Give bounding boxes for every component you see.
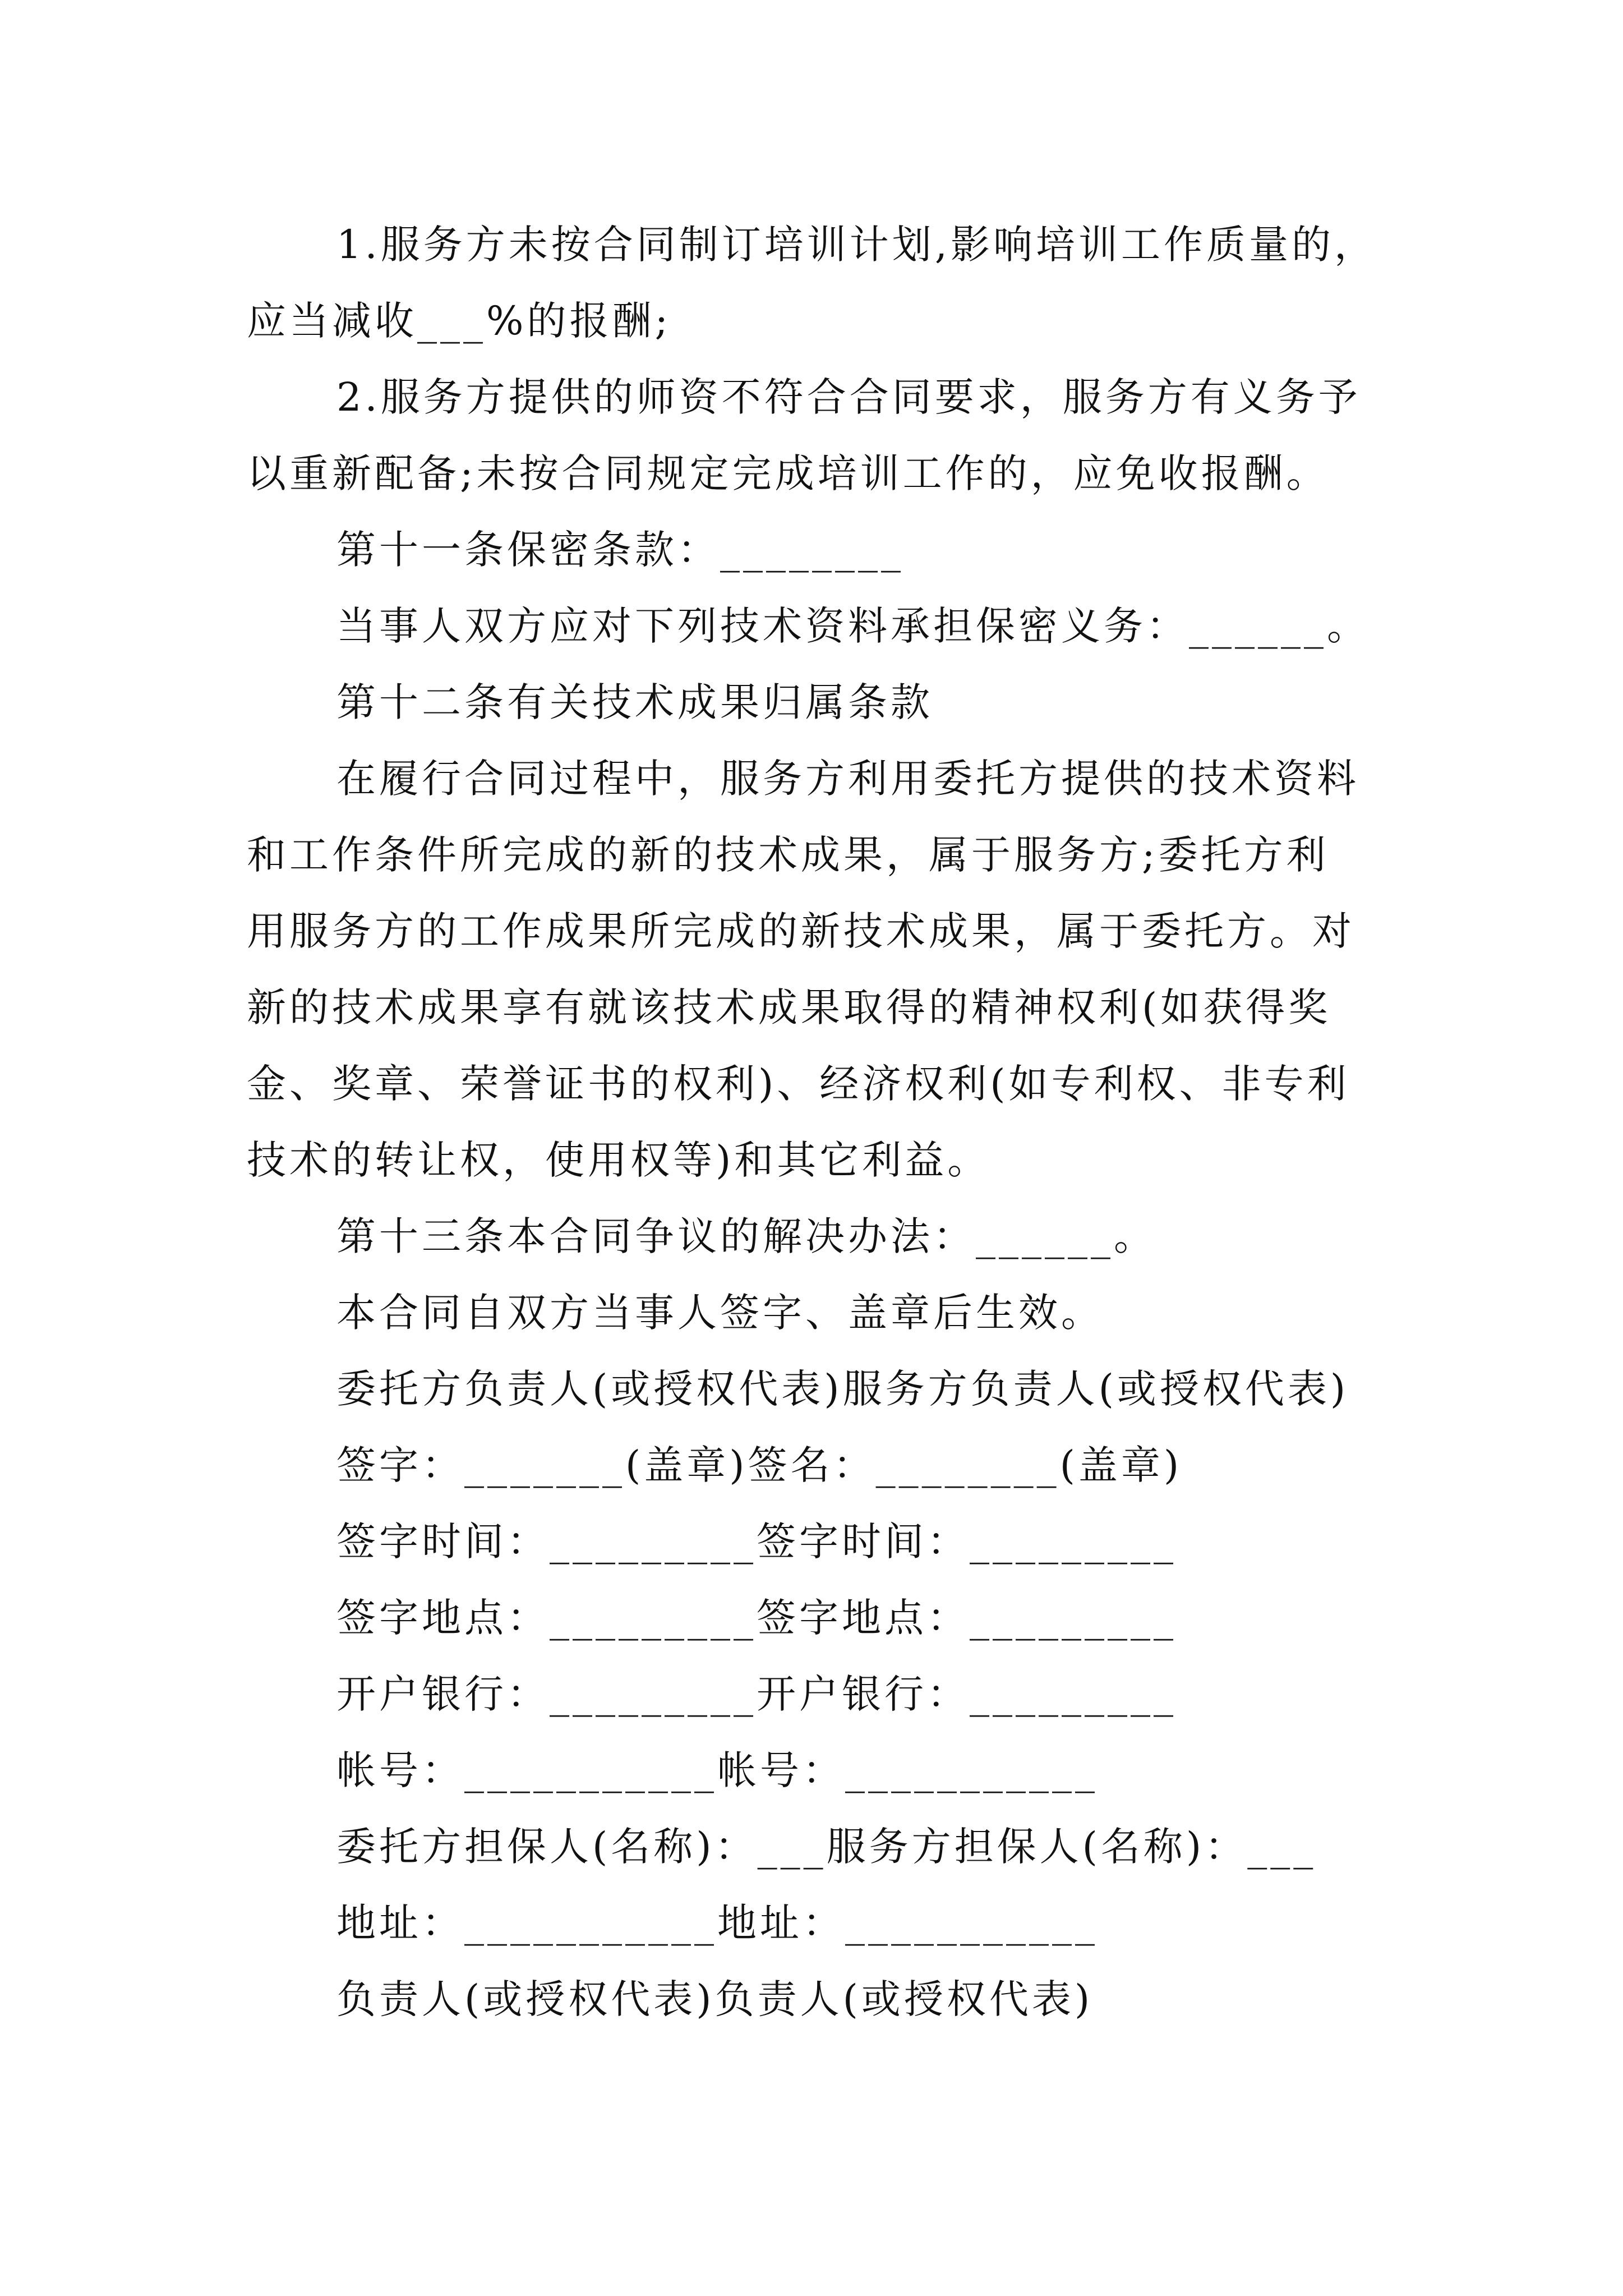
text-line-15: 本合同自双方当事人签字、盖章后生效。 bbox=[336, 1290, 1104, 1336]
text-line-19: 签字地点：_________签字地点：_________ bbox=[336, 1595, 1177, 1641]
text-line-17: 签字：_______(盖章)签名：________(盖章) bbox=[336, 1442, 1183, 1488]
text-line-22: 委托方担保人(名称)：___服务方担保人(名称)：___ bbox=[336, 1824, 1317, 1870]
text-line-1: 1.服务方未按合同制订培训计划,影响培训工作质量的， bbox=[336, 222, 1377, 268]
text-line-18: 签字时间：_________签字时间：_________ bbox=[336, 1519, 1177, 1565]
text-line-3: 2.服务方提供的师资不符合合同要求，服务方有义务予 bbox=[336, 374, 1361, 420]
text-line-14: 第十三条本合同争议的解决办法：______。 bbox=[336, 1213, 1156, 1259]
text-line-8: 在履行合同过程中，服务方利用委托方提供的技术资料 bbox=[336, 756, 1359, 802]
text-line-11: 新的技术成果享有就该技术成果取得的精神权利(如获得奖 bbox=[247, 984, 1331, 1030]
text-line-5: 第十一条保密条款：________ bbox=[336, 527, 904, 573]
text-line-20: 开户银行：_________开户银行：_________ bbox=[336, 1671, 1177, 1717]
text-line-24: 负责人(或授权代表)负责人(或授权代表) bbox=[336, 1976, 1094, 2022]
text-line-9: 和工作条件所完成的新的技术成果，属于服务方;委托方利 bbox=[247, 832, 1329, 878]
text-line-4: 以重新配备;未按合同规定完成培训工作的，应免收报酬。 bbox=[247, 450, 1329, 496]
text-line-7: 第十二条有关技术成果归属条款 bbox=[336, 679, 933, 725]
text-line-10: 用服务方的工作成果所完成的新技术成果，属于委托方。对 bbox=[247, 908, 1355, 954]
text-line-2: 应当减收___%的报酬; bbox=[247, 298, 672, 344]
text-line-6: 当事人双方应对下列技术资料承担保密义务：______。 bbox=[336, 603, 1370, 649]
text-line-13: 技术的转让权，使用权等)和其它利益。 bbox=[247, 1137, 990, 1183]
text-line-21: 帐号：___________帐号：___________ bbox=[336, 1747, 1098, 1793]
text-line-12: 金、奖章、荣誉证书的权利)、经济权利(如专利权、非专利 bbox=[247, 1061, 1350, 1107]
text-line-16: 委托方负责人(或授权代表)服务方负责人(或授权代表) bbox=[336, 1366, 1349, 1412]
text-line-23: 地址：___________地址：___________ bbox=[336, 1900, 1098, 1946]
